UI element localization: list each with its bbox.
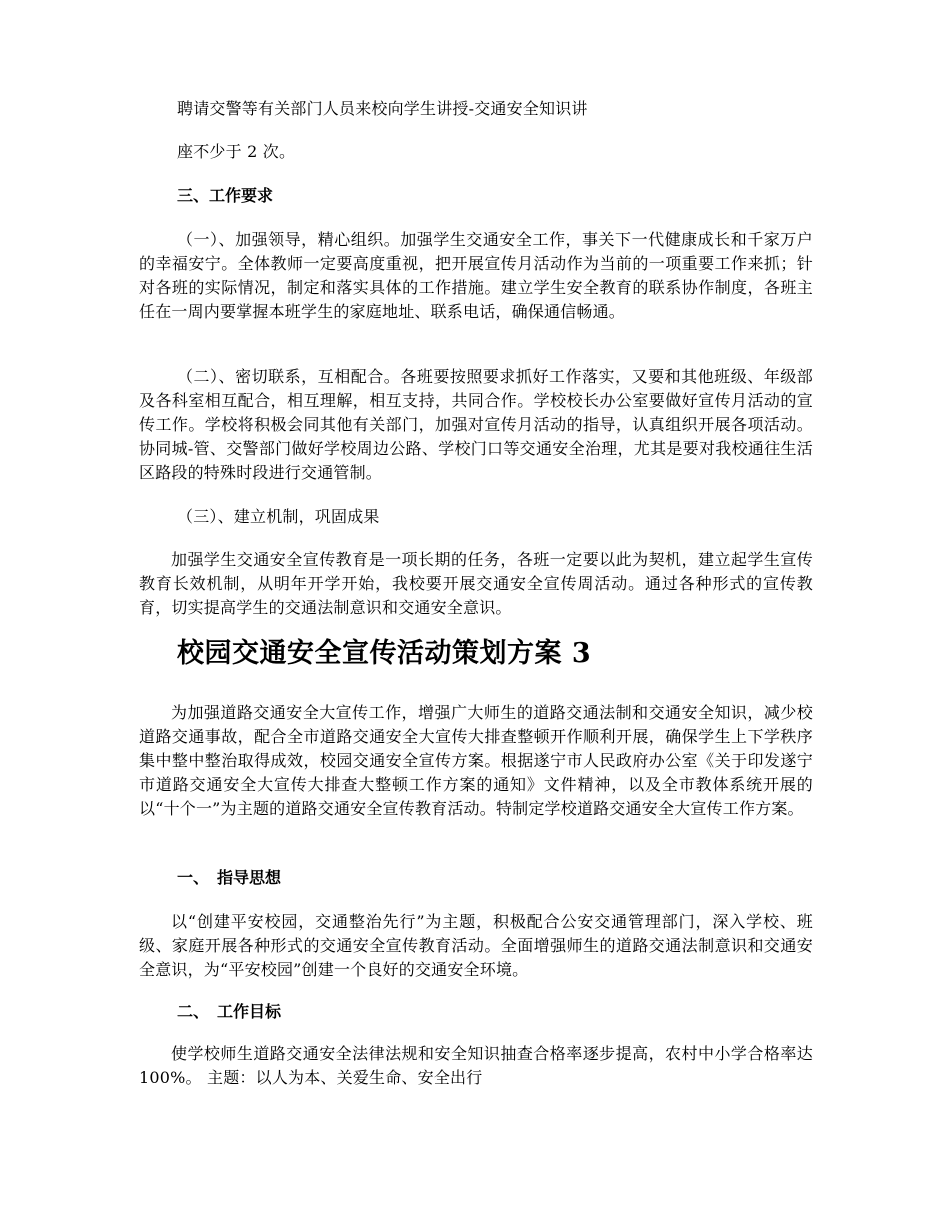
heading-work-requirements: 三、工作要求 (177, 186, 274, 205)
paragraph-guiding-ideology: 以“创建平安校园，交通整治先行”为主题，积极配合公安交通管理部门，深入学校、班级、家庭开展各种形式的交通安全宣传教育活动。全面增强师生的道路交通法制意识和交通安全意识，为“平安校园”创建一个良好的交通安全环境。 (139, 912, 813, 979)
paragraph-lecture-line1: 聘请交警等有关部门人员来校向学生讲授-交通安全知识讲 (177, 99, 588, 118)
paragraph-strengthen-leadership: （一）、加强领导，精心组织。加强学生交通安全工作，事关下一代健康成长和千家万户的幸福安宁。全体教师一定要高度重视，把开展宣传月活动作为当前的一项重要工作来抓；针对各班的实际情况，制定和落实具体的工作措施。建立学生安全教育的联系协作制度，各班主任在一周内要掌握本班学生的家庭地址、联系电话，确保通信畅通。 (139, 230, 813, 321)
paragraph-plan-3-intro: 为加强道路交通安全大宣传工作，增强广大师生的道路交通法制和交通安全知识，减少校道路交通事故，配合全市道路交通安全大宣传大排查整顿开作顺利开展，确保学生上下学秩序集中整中整治取得成效，校园交通安全宣传方案。根据遂宁市人民政府办公室《关于印发遂宁市道路交通安全大宣传大排查大整顿工作方案的通知》文件精神，以及全市教体系统开展的以“十个一”为主题的道路交通安全宣传教育活动。特制定学校道路交通安全大宣传工作方案。 (139, 703, 813, 818)
paragraph-close-cooperation: （二）、密切联系，互相配合。各班要按照要求抓好工作落实，又要和其他班级、年级部及各科室相互配合，相互理解，相互支持，共同合作。学校校长办公室要做好宣传月活动的宣传工作。学校将积极会同其他有关部门，加强对宣传月活动的指导，认真组织开展各项活动。协同城-管、交警部门做好学校周边公路、学校门口等交通安全治理，尤其是要对我校通往生活区路段的特殊时段进行交通管制。 (139, 367, 813, 482)
paragraph-establish-mechanism: （三）、建立机制，巩固成果 (177, 507, 380, 526)
plan-3-title: 校园交通安全宣传活动策划方案 3 (177, 638, 592, 669)
paragraph-lecture-line2: 座不少于 2 次。 (177, 142, 296, 161)
heading-work-goals: 二、 工作目标 (177, 1002, 282, 1021)
paragraph-work-goals: 使学校师生道路交通安全法律法规和安全知识抽查合格率逐步提高，农村中小学合格率达 100%。 主题：以人为本、关爱生命、安全出行 (139, 1044, 813, 1087)
heading-guiding-ideology: 一、 指导思想 (177, 868, 282, 887)
paragraph-long-term-task: 加强学生交通安全宣传教育是一项长期的任务，各班一定要以此为契机，建立起学生宣传教育长效机制，从明年开学开始，我校要开展交通安全宣传周活动。通过各种形式的宣传教育，切实提高学生的交通法制意识和交通安全意识。 (139, 550, 813, 617)
